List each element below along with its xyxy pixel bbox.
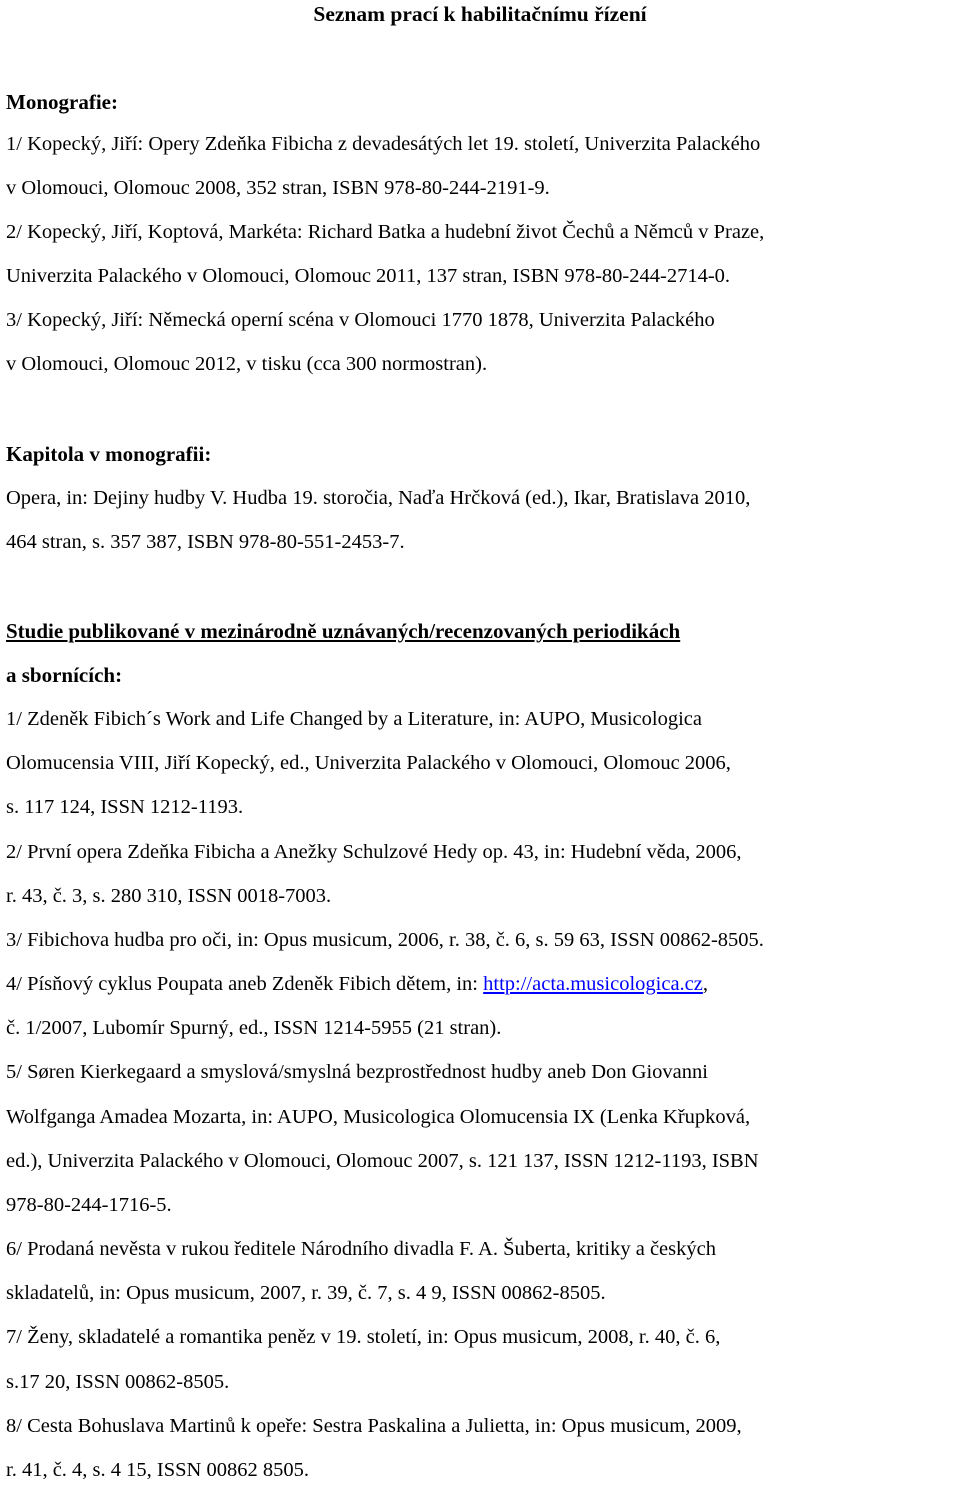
monografie-item-1-line-1: 1/ Kopecký, Jiří: Opery Zdeňka Fibicha z devadesátých let 19. století, Univerzita Palackého: [6, 133, 761, 155]
studie-item-7-line-2: s.17 20, ISSN 00862-8505.: [6, 1371, 230, 1393]
studie-item-7-line-1: 7/ Ženy, skladatelé a romantika peněz v 19. století, in: Opus musicum, 2008, r. 40, č. 6,: [6, 1326, 721, 1348]
studie-item-4-line-1: [6, 971, 708, 997]
studie-item-4-line-2: č. 1/2007, Lubomír Spurný, ed., ISSN 1214-5955 (21 stran).: [6, 1017, 502, 1039]
studie-item-6-line-2: skladatelů, in: Opus musicum, 2007, r. 39, č. 7, s. 4 9, ISSN 00862-8505.: [6, 1282, 606, 1304]
monografie-item-3-line-2: v Olomouci, Olomouc 2012, v tisku (cca 300 normostran).: [6, 353, 488, 375]
studie-item-1-line-2: Olomucensia VIII, Jiří Kopecký, ed., Univerzita Palackého v Olomouci, Olomouc 2006,: [6, 752, 731, 774]
studie-item-5-line-4: 978-80-244-1716-5.: [6, 1194, 172, 1216]
kapitola-item-line-2: 464 stran, s. 357 387, ISBN 978-80-551-2453-7.: [6, 531, 405, 553]
acta-musicologica-link[interactable]: http://acta.musicologica.cz: [483, 973, 703, 995]
studie-item-2-line-2: r. 43, č. 3, s. 280 310, ISSN 0018-7003.: [6, 885, 332, 907]
studie-item-6-line-1: 6/ Prodaná nevěsta v rukou ředitele Národního divadla F. A. Šuberta, kritiky a českých: [6, 1238, 716, 1260]
monografie-item-2-line-1: 2/ Kopecký, Jiří, Koptová, Markéta: Richard Batka a hudební život Čechů a Němců v Praze,: [6, 221, 765, 243]
monografie-item-1-line-2: v Olomouci, Olomouc 2008, 352 stran, ISBN 978-80-244-2191-9.: [6, 177, 550, 199]
studie-item-5-line-1: 5/ Søren Kierkegaard a smyslová/smyslná bezprostřednost hudby aneb Don Giovanni: [6, 1061, 708, 1083]
studie-item-8-line-2: r. 41, č. 4, s. 4 15, ISSN 00862 8505.: [6, 1459, 309, 1481]
studie-item-2-line-1: 2/ První opera Zdeňka Fibicha a Anežky Schulzové Hedy op. 43, in: Hudební věda, 2006,: [6, 841, 742, 863]
section-heading-studie: Studie publikované v mezinárodně uznávaných/recenzovaných periodikách: [6, 619, 681, 643]
document-title: Seznam prací k habilitačnímu řízení: [313, 2, 647, 26]
section-heading-kapitola: Kapitola v monografii:: [6, 442, 212, 466]
studie-item-3-line-1: 3/ Fibichova hudba pro oči, in: Opus musicum, 2006, r. 38, č. 6, s. 59 63, ISSN 00862-8505.: [6, 929, 764, 951]
studie-item-8-line-1: 8/ Cesta Bohuslava Martinů k opeře: Sestra Paskalina a Julietta, in: Opus musicum, 2009,: [6, 1415, 742, 1437]
kapitola-item-line-1: Opera, in: Dejiny hudby V. Hudba 19. storočia, Naďa Hrčková (ed.), Ikar, Bratislava 2010,: [6, 487, 751, 509]
studie-item-1-line-1: 1/ Zdeněk Fibich´s Work and Life Changed by a Literature, in: AUPO, Musicologica: [6, 708, 702, 730]
section-heading-monografie: Monografie:: [6, 90, 118, 114]
studie-item-4-prefix: 4/ Písňový cyklus Poupata aneb Zdeněk Fibich dětem, in:: [6, 973, 484, 995]
studie-item-1-line-3: s. 117 124, ISSN 1212-1193.: [6, 796, 244, 818]
section-heading-studie-line-2: a sbornících:: [6, 663, 123, 687]
studie-item-4-suffix: ,: [702, 973, 708, 995]
monografie-item-3-line-1: 3/ Kopecký, Jiří: Německá operní scéna v Olomouci 1770 1878, Univerzita Palackého: [6, 309, 715, 331]
monografie-item-2-line-2: Univerzita Palackého v Olomouci, Olomouc 2011, 137 stran, ISBN 978-80-244-2714-0.: [6, 265, 731, 287]
studie-item-5-line-2: Wolfganga Amadea Mozarta, in: AUPO, Musicologica Olomucensia IX (Lenka Křupková,: [6, 1106, 751, 1128]
studie-item-5-line-3: ed.), Univerzita Palackého v Olomouci, Olomouc 2007, s. 121 137, ISSN 1212-1193, ISBN: [6, 1150, 759, 1172]
